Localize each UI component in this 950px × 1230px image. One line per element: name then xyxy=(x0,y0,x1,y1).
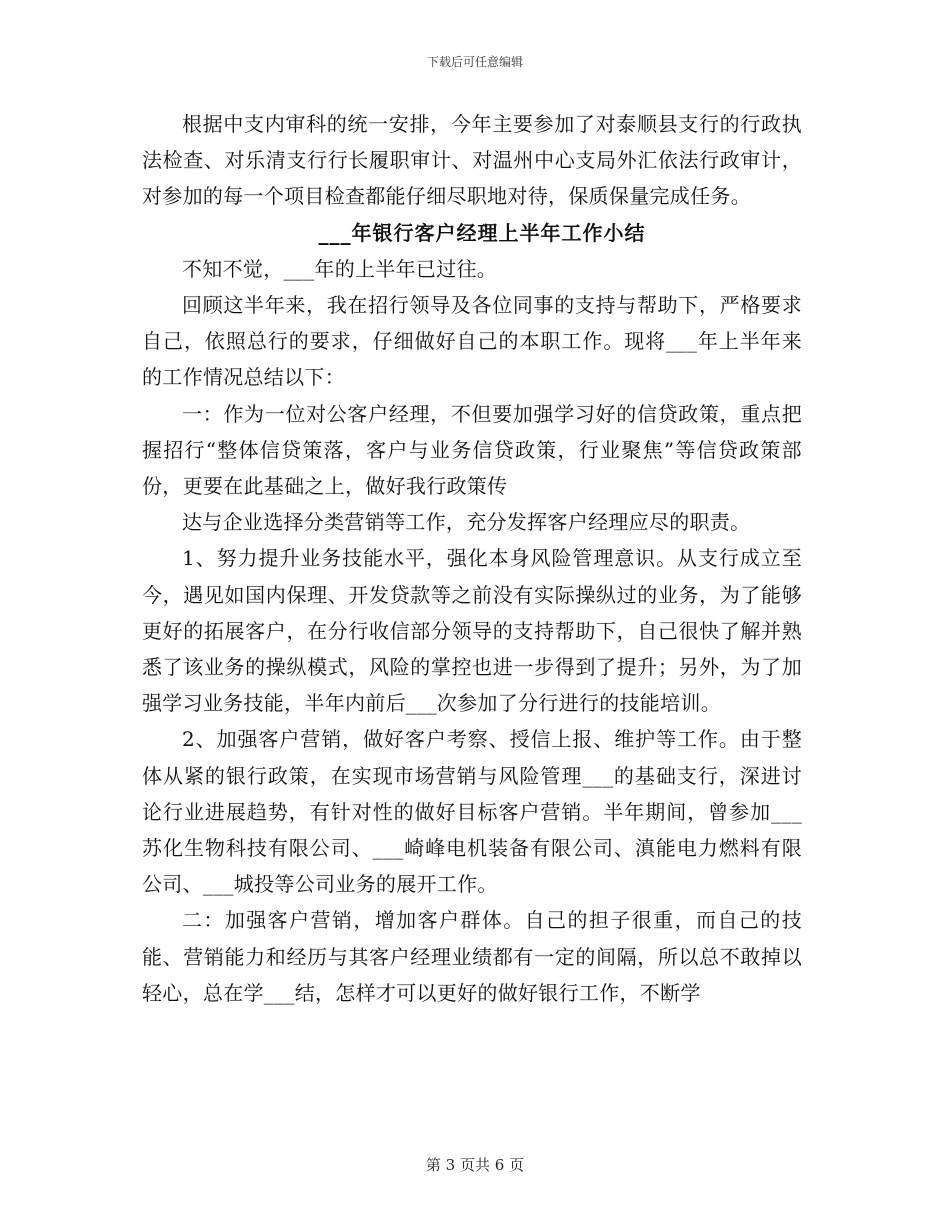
section-title: ___年银行客户经理上半年工作小结 xyxy=(318,220,646,245)
page-number: 第 3 页共 6 页 xyxy=(425,1156,525,1174)
paragraph-item-1: 1、努力提升业务技能水平，强化本身风险管理意识。从支行成立至今，遇见如国内保理、开发贷款等之前没有实际操纵过的业务，为了能够更好的拓展客户，在分行收信部分领导的支持帮助下，自己很快了解并熟悉了该业务的操纵模式，风险的掌控也进一步得到了提升；另外，为了加强学习业务技能，半年内前后___次参加了分行进行的技能培训。 xyxy=(142,546,802,716)
paragraph-point-one: 一：作为一位对公客户经理，不但要加强学习好的信贷政策，重点把握招行“整体信贷策落，客户与业务信贷政策，行业聚焦”等信贷政策部份，更要在此基础之上，做好我行政策传 xyxy=(142,401,802,499)
paragraph-audit-summary: 根据中支内审科的统一安排，今年主要参加了对泰顺县支行的行政执法检查、对乐清支行行长履职审计、对温州中心支局外汇依法行政审计，对参加的每一个项目检查都能仔细尽职地对待，保质保量完成任务。 xyxy=(142,112,802,209)
paragraph-point-one-cont: 达与企业选择分类营销等工作，充分发挥客户经理应尽的职责。 xyxy=(182,510,751,535)
page-header: 下载后可任意编辑 xyxy=(426,55,523,69)
paragraph-review: 回顾这半年来，我在招行领导及各位同事的支持与帮助下，严格要求自己，依照总行的要求，仔细做好自己的本职工作。现将___年上半年来的工作情况总结以下： xyxy=(142,293,802,390)
paragraph-point-two: 二：加强客户营销，增加客户群体。自己的担子很重，而自己的技能、营销能力和经历与其客户经理业绩都有一定的间隔，所以总不敢掉以轻心，总在学___结，怎样才可以更好的做好银行工作，不断学 xyxy=(142,908,802,1005)
document-body xyxy=(142,106,802,1011)
paragraph-intro: 不知不觉，___年的上半年已过往。 xyxy=(182,256,498,281)
paragraph-item-2: 2、加强客户营销，做好客户考察、授信上报、维护等工作。由于整体从紧的银行政策，在实现市场营销与风险管理___的基础支行，深进讨论行业进展趋势，有针对性的做好目标客户营销。半年期间，曾参加___苏化生物科技有限公司、___崎峰电机装备有限公司、滇能电力燃料有限公司、___城投等公司业务的展开工作。 xyxy=(142,727,802,897)
